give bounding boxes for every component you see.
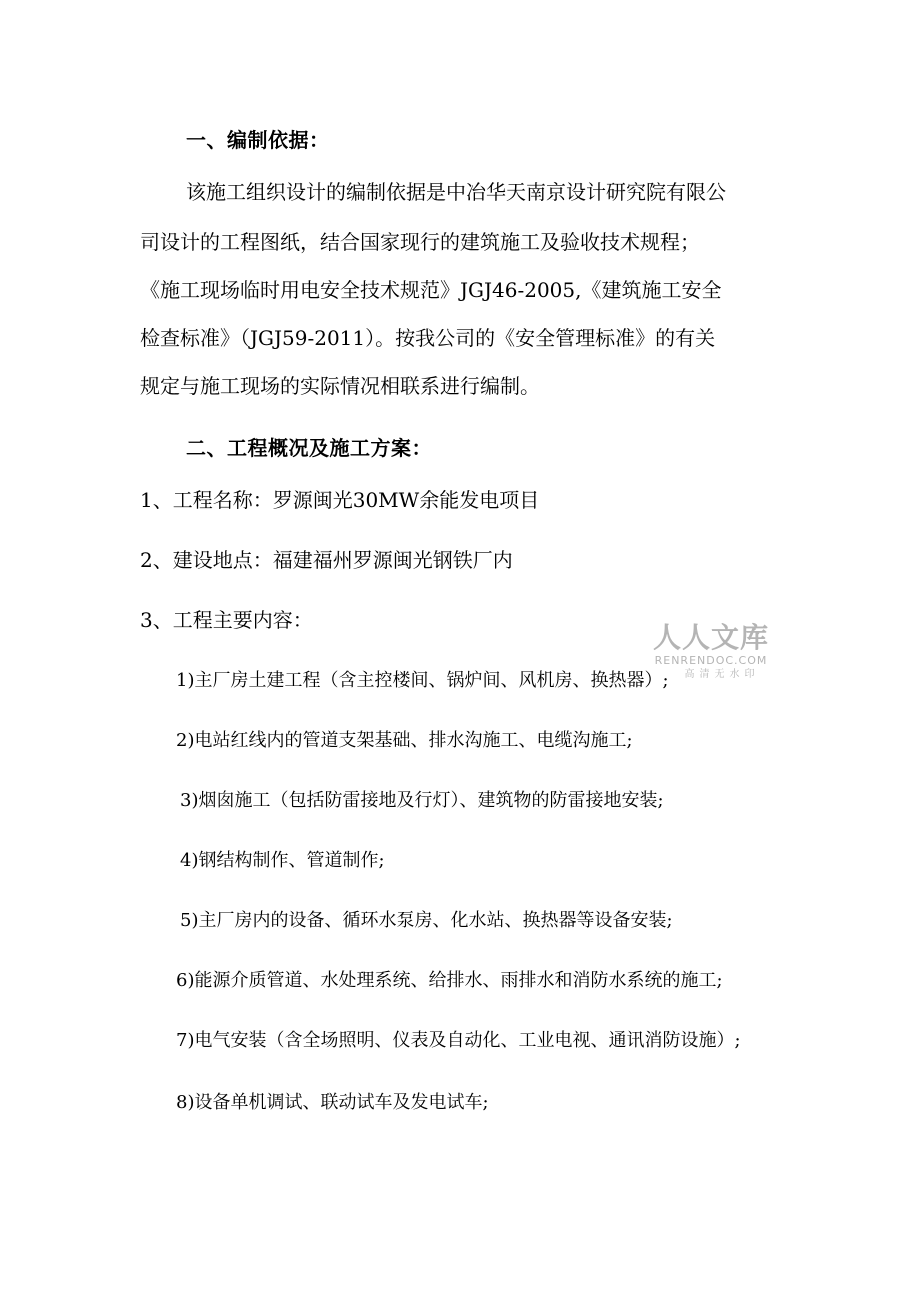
sub-list-item: 5)主厂房内的设备、循环水泵房、化水站、换热器等设备安装; xyxy=(180,910,673,931)
sub-list-item: 6)能源介质管道、水处理系统、给排水、雨排水和消防水系统的施工; xyxy=(176,970,723,991)
watermark-title: 人人文库 xyxy=(652,621,769,654)
watermark-subtitle: 高清无水印 xyxy=(684,669,760,680)
sub-list-item: 1)主厂房土建工程（含主控楼间、锅炉间、风机房、换热器）; xyxy=(176,670,669,691)
sub-list-item: 2)电站红线内的管道支架基础、排水沟施工、电缆沟施工; xyxy=(176,730,633,751)
paragraph-line: 司设计的工程图纸，结合国家现行的建筑施工及验收技术规程； xyxy=(140,230,700,254)
paragraph-line: 该施工组织设计的编制依据是中冶华天南京设计研究院有限公 xyxy=(186,180,726,204)
watermark-logo xyxy=(646,622,776,682)
paragraph-line: 检查标准》（JGJ59-2011）。按我公司的《安全管理标准》的有关 xyxy=(140,326,716,350)
paragraph-line: 规定与施工现场的实际情况相联系进行编制。 xyxy=(140,374,540,398)
sub-list-item: 8)设备单机调试、联动试车及发电试车; xyxy=(176,1092,489,1113)
list-item: 1、工程名称：罗源闽光30MW余能发电项目 xyxy=(140,488,540,512)
sub-list-item: 7)电气安装（含全场照明、仪表及自动化、工业电视、通讯消防设施）; xyxy=(176,1030,741,1051)
sub-list-item: 4)钢结构制作、管道制作; xyxy=(180,850,385,871)
paragraph-line: 《施工现场临时用电安全技术规范》JGJ46-2005,《建筑施工安全 xyxy=(140,278,722,302)
sub-list-item: 3)烟囱施工（包括防雷接地及行灯）、建筑物的防雷接地安装; xyxy=(180,790,664,811)
section-heading-basis: 一、编制依据： xyxy=(186,128,330,152)
section-heading-overview: 二、工程概况及施工方案： xyxy=(186,436,432,460)
list-item: 3、工程主要内容： xyxy=(140,608,313,632)
watermark-domain: RENRENDOC.COM xyxy=(654,654,768,667)
list-item: 2、建设地点：福建福州罗源闽光钢铁厂内 xyxy=(140,548,513,572)
